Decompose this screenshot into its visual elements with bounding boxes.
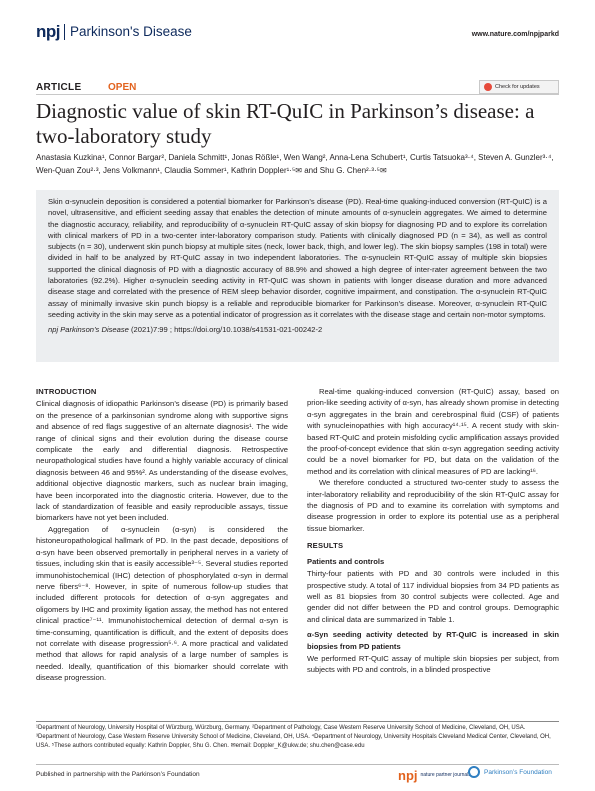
subsection-heading-patients: Patients and controls xyxy=(307,556,385,566)
open-access-label: OPEN xyxy=(108,82,137,93)
citation-journal: npj Parkinson’s Disease xyxy=(48,325,129,335)
journal-url-link[interactable]: www.nature.com/npjparkd xyxy=(471,31,559,38)
article-type-label: ARTICLE xyxy=(36,82,82,93)
left-column xyxy=(36,386,288,684)
foundation-circle-icon xyxy=(468,766,480,778)
abstract-text: Skin α-synuclein deposition is considered a potential biomarker for Parkinson’s disease (PD). Real-time quaking-induced conversion (RT-QuIC) is a novel, ultrasensitive, and efficient seeding assay that enables the detection of minute amounts of α-synuclein aggregates. We aimed to determine the diagnostic accuracy, reliability, and reproducibility of α-synuclein RT-QuIC assay of skin biopsy for diagnosing PD and to explore its correlation with clinical markers of PD in a two-center inter-laboratory comparison study. Patients with clinically diagnosed PD (n = 34), as well as control subjects (n = 30), underwent skin punch biopsy at multiple sites (neck, lower back, thigh, and lower leg). The skin biopsy samples (198 in total) were divided in half to be analyzed by RT-QuIC assay in two independent laboratories. The α-synuclein RT-QuIC assay of multiple skin biopsies supported the clinical diagnosis of PD with a diagnostic accuracy of 88.9% and showed a high degree of inter-rater agreement between the two laboratories (92.2%). Higher α-synuclein seeding activity in RT-QuIC was shown in patients with longer disease duration and more advanced disease stage and correlated with the presence of REM sleep behavior disorder, cognitive impairment, and constipation. The α-synuclein RT-QuIC assay of minimally invasive skin punch biopsy is a reliable and reproducible biomarker for Parkinson’s disease. Moreover, α-synuclein RT-QuIC seeding activity in the skin may serve as a potential indicator of progression as it correlates with the disease stage and certain non-motor symptoms. xyxy=(48,197,547,319)
section-heading-results: RESULTS xyxy=(307,541,344,551)
intro-paragraph-1: Clinical diagnosis of idiopathic Parkinson’s disease (PD) is primarily based on the presence of a parkinsonian syndrome along with supportive signs and absence of red flags suggestive of an alternate diagnosis¹. The wide range of clinical signs and their evolution during the disease course complicate the early and differential diagnosis. Retrospective neuropathological studies have found a highly variable accuracy of clinical diagnosis between 46 and 95%². As understanding of the disease evolves, additional objective diagnostic markers, such as nuclear brain imaging, have been incorporated into the diagnostic criteria. However, due to the lack of standardization of feasible and easily reproducible assays, tissue biomarkers have not yet been included. xyxy=(36,399,288,523)
intro-paragraph-3: Real-time quaking-induced conversion (RT-QuIC) assay, based on prion-like seeding activity of α-syn, has already shown promise in detecting α-syn aggregates in the brain and cerebrospinal fluid (CSF) of patients with synucleinopathies with high accuracy¹⁴·¹⁵. A recent study with skin-based RT-QuIC and protein misfolding cyclic amplification assays provided the proof-of-concept evidence that skin α-syn aggregation seeding activity could be a novel biomarker for PD, but data on the validation of the method and its correlation with clinical measures of PD are lacking¹⁶. xyxy=(307,387,559,476)
npj-partner-logo[interactable] xyxy=(398,768,471,783)
subsection-heading-seeding: α-Syn seeding activity detected by RT-QuIC is increased in skin biopsies from PD patients xyxy=(307,630,559,651)
right-column xyxy=(307,386,559,676)
journal-brand-logo[interactable]: npj xyxy=(36,22,60,41)
citation-line xyxy=(48,325,547,334)
header-divider xyxy=(64,24,65,40)
results-paragraph-2: We performed RT-QuIC assay of multiple skin biopsies per subject, from subjects with PD and controls, in a blinded prospective xyxy=(307,653,559,675)
npj-logo-text: nature partner journals xyxy=(420,771,471,778)
npj-logo-mark: npj xyxy=(398,768,418,783)
header-rule xyxy=(36,94,559,95)
affiliations-footnote: ¹Department of Neurology, University Hospital of Würzburg, Würzburg, Germany. ²Department of Pathology, Case Western Reserve University School of Medicine, Cleveland, OH, USA. ³Department of Neurology, Case Western Reserve University School of Medicine, Cleveland, OH, USA. ⁴Department of Neurology, University Hospitals Cleveland Medical Center, Cleveland, OH, USA. ⁵These authors contributed equally: Kathrin Doppler, Shu G. Chen. ✉email: Doppler_K@ukw.de; shu.chen@case.edu xyxy=(36,725,551,749)
section-heading-introduction: INTRODUCTION xyxy=(36,387,97,396)
check-for-updates-button[interactable] xyxy=(479,80,559,94)
published-in-partnership: Published in partnership with the Parkinson’s Foundation xyxy=(36,771,200,778)
check-updates-label: Check for updates xyxy=(495,84,540,90)
results-paragraph-1: Thirty-four patients with PD and 30 controls were included in this prospective study. A total of 117 individual biopsies from 34 PD patients as well as 81 biopsies from 30 control subjects were collected. Age and gender did not differ between the PD and control groups. Demographic and clinical data are summarized in Table 1. xyxy=(307,569,559,624)
intro-paragraph-2: Aggregation of α-synuclein (α-syn) is considered the histoneuropathological hallmark of PD. In the past decade, depositions of α-syn have been observed premortally in peripheral nerves in a variety of tissues, including skin that is easily accessible³⁻⁵. Several studies reported immunohistochemical (IHC) detection of phosphorylated α-syn in dermal nerve fibers⁶⁻⁸. However, in spite of numerous follow-up studies that included different protocols for detection of α-syn aggregates and oligomers by IHC and proximity ligation assay, the method has not entered clinical practice⁷⁻¹¹. Immunohistochemical detection of dermal α-syn is time-consuming, quantification is difficult, and the extent of deposits does not correlate with disease progression⁵·⁶. A more practical and validated method that allows for rapid analysis of a large number of samples is needed. Ideally, quantification of this biomarker should correlate with disease progression. xyxy=(36,524,288,683)
footnote-rule xyxy=(36,721,559,722)
foundation-logo-text: Parkinson’s Foundation xyxy=(484,768,552,776)
parkinsons-foundation-logo[interactable] xyxy=(468,766,552,778)
footer-rule xyxy=(36,764,559,765)
article-title: Diagnostic value of skin RT-QuIC in Parkinson’s disease: a two-laboratory study xyxy=(36,99,535,148)
intro-paragraph-4: We therefore conducted a structured two-center study to assess the inter-laboratory reliability and reproducibility of the skin RT-QuIC assay for the diagnosis of PD and to examine its correlation with symptoms and disease progression in order to explore its potential use as a peripheral tissue biomarker. xyxy=(307,478,559,533)
citation-doi-link[interactable]: (2021)7:99 ; https://doi.org/10.1038/s41531-021-00242-2 xyxy=(128,325,323,335)
abstract-box xyxy=(36,190,559,362)
check-updates-icon xyxy=(484,83,492,91)
author-list[interactable]: Anastasia Kuzkina¹, Connor Bargar², Daniela Schmitt¹, Jonas Rößle¹, Wen Wang², Anna-Lena Schubert¹, Curtis Tatsuoka³·⁴, Steven A. Gunzler³·⁴, Wen-Quan Zou²·³, Jens Volkmann¹, Claudia Sommer¹, Kathrin Doppler¹·⁵✉ and Shu G. Chen²·³·⁵✉ xyxy=(36,153,554,175)
journal-name[interactable]: Parkinson's Disease xyxy=(70,24,192,39)
